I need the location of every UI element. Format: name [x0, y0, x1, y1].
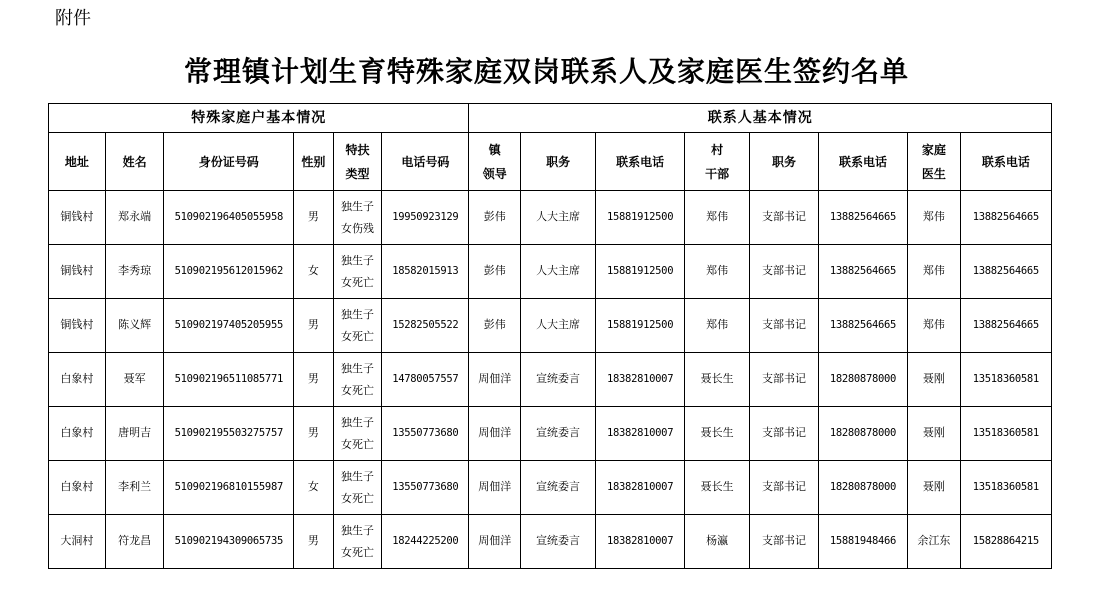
- cell-name: 李秀琼: [105, 245, 164, 299]
- table-row: [49, 353, 1052, 407]
- cell-phone: 18244225200: [382, 515, 469, 569]
- cell-doctor-phone: 13518360581: [960, 353, 1051, 407]
- col-header-gender: 性别: [294, 133, 334, 191]
- cell-town-leader: 周佃洋: [469, 407, 521, 461]
- cell-leader-position: 人大主席: [521, 191, 596, 245]
- cell-village-cadre: 郑伟: [685, 191, 750, 245]
- special-type-line1: 独生子: [340, 199, 374, 213]
- cell-town-leader: 周佃洋: [469, 353, 521, 407]
- table-body: [49, 191, 1052, 569]
- cell-leader-phone: 15881912500: [596, 245, 685, 299]
- cell-village-cadre: 聂长生: [685, 407, 750, 461]
- cell-phone: 19950923129: [382, 191, 469, 245]
- cell-id-number: 510902194309065735: [164, 515, 294, 569]
- cell-name: 符龙昌: [105, 515, 164, 569]
- cell-cadre-phone: 15881948466: [818, 515, 907, 569]
- cell-cadre-position: 支部书记: [750, 245, 819, 299]
- col-header-village-cadre-line1: 村: [711, 142, 724, 157]
- cell-special-type: [333, 245, 382, 299]
- cell-phone: 18582015913: [382, 245, 469, 299]
- cell-address: 白象村: [49, 461, 106, 515]
- col-header-contact-phone: 联系电话: [596, 133, 685, 191]
- cell-address: 铜钱村: [49, 245, 106, 299]
- col-header-family-doctor: [908, 133, 961, 191]
- cell-address: 白象村: [49, 353, 106, 407]
- cell-id-number: 510902195612015962: [164, 245, 294, 299]
- cell-town-leader: 周佃洋: [469, 461, 521, 515]
- cell-phone: 15282505522: [382, 299, 469, 353]
- special-type-line1: 独生子: [340, 253, 374, 267]
- col-header-special-type-line2: 类型: [345, 166, 370, 181]
- col-header-family-doctor-line2: 医生: [921, 166, 946, 181]
- group-header-family: 特殊家庭户基本情况: [49, 104, 469, 133]
- table-row: [49, 245, 1052, 299]
- cell-town-leader: 彭伟: [469, 245, 521, 299]
- col-header-village-cadre-line2: 干部: [705, 166, 730, 181]
- cell-town-leader: 彭伟: [469, 191, 521, 245]
- special-type-line2: 女伤残: [340, 221, 374, 235]
- cell-address: 白象村: [49, 407, 106, 461]
- cell-doctor-phone: 13882564665: [960, 299, 1051, 353]
- cell-gender: 男: [294, 515, 334, 569]
- special-type-line2: 女死亡: [340, 437, 374, 451]
- col-header-contact-phone-2: 联系电话: [818, 133, 907, 191]
- cell-phone: 14780057557: [382, 353, 469, 407]
- cell-cadre-phone: 13882564665: [818, 191, 907, 245]
- table-row: [49, 299, 1052, 353]
- cell-special-type: [333, 515, 382, 569]
- attachment-label: 附件: [55, 8, 91, 29]
- special-type-line2: 女死亡: [340, 545, 374, 559]
- table-row: [49, 515, 1052, 569]
- col-header-name: 姓名: [105, 133, 164, 191]
- special-type-line2: 女死亡: [340, 383, 374, 397]
- cell-village-cadre: 聂长生: [685, 461, 750, 515]
- cell-address: 大洞村: [49, 515, 106, 569]
- cell-name: 郑永端: [105, 191, 164, 245]
- special-type-line1: 独生子: [340, 415, 374, 429]
- col-header-id-number: 身份证号码: [164, 133, 294, 191]
- cell-family-doctor: 郑伟: [908, 299, 961, 353]
- contact-table: [48, 103, 1052, 569]
- cell-village-cadre: 聂长生: [685, 353, 750, 407]
- cell-cadre-phone: 18280878000: [818, 461, 907, 515]
- cell-id-number: 510902195503275757: [164, 407, 294, 461]
- cell-gender: 男: [294, 407, 334, 461]
- col-header-contact-phone-3: 联系电话: [960, 133, 1051, 191]
- cell-name: 陈义辉: [105, 299, 164, 353]
- cell-leader-phone: 18382810007: [596, 461, 685, 515]
- cell-gender: 女: [294, 245, 334, 299]
- cell-id-number: 510902197405205955: [164, 299, 294, 353]
- cell-cadre-position: 支部书记: [750, 191, 819, 245]
- cell-address: 铜钱村: [49, 191, 106, 245]
- cell-name: 李利兰: [105, 461, 164, 515]
- cell-name: 唐明吉: [105, 407, 164, 461]
- cell-cadre-phone: 18280878000: [818, 353, 907, 407]
- cell-cadre-position: 支部书记: [750, 515, 819, 569]
- document-title: 常理镇计划生育特殊家庭双岗联系人及家庭医生签约名单: [183, 55, 909, 88]
- cell-gender: 男: [294, 191, 334, 245]
- cell-doctor-phone: 13882564665: [960, 245, 1051, 299]
- special-type-line2: 女死亡: [340, 491, 374, 505]
- cell-cadre-position: 支部书记: [750, 461, 819, 515]
- cell-village-cadre: 郑伟: [685, 245, 750, 299]
- cell-cadre-position: 支部书记: [750, 299, 819, 353]
- cell-leader-phone: 18382810007: [596, 515, 685, 569]
- col-header-special-type: [333, 133, 382, 191]
- special-type-line2: 女死亡: [340, 275, 374, 289]
- cell-name: 聂军: [105, 353, 164, 407]
- cell-village-cadre: 杨瀛: [685, 515, 750, 569]
- cell-id-number: 510902196405055958: [164, 191, 294, 245]
- cell-cadre-phone: 18280878000: [818, 407, 907, 461]
- cell-leader-phone: 18382810007: [596, 353, 685, 407]
- col-header-town-leader-line2: 领导: [482, 166, 507, 181]
- cell-doctor-phone: 13518360581: [960, 461, 1051, 515]
- cell-id-number: 510902196810155987: [164, 461, 294, 515]
- cell-family-doctor: 聂刚: [908, 461, 961, 515]
- cell-phone: 13550773680: [382, 407, 469, 461]
- cell-family-doctor: 余江东: [908, 515, 961, 569]
- special-type-line1: 独生子: [340, 361, 374, 375]
- cell-family-doctor: 聂刚: [908, 353, 961, 407]
- special-type-line2: 女死亡: [340, 329, 374, 343]
- cell-address: 铜钱村: [49, 299, 106, 353]
- cell-leader-phone: 18382810007: [596, 407, 685, 461]
- cell-leader-phone: 15881912500: [596, 191, 685, 245]
- cell-special-type: [333, 407, 382, 461]
- cell-doctor-phone: 13882564665: [960, 191, 1051, 245]
- cell-phone: 13550773680: [382, 461, 469, 515]
- cell-family-doctor: 郑伟: [908, 245, 961, 299]
- cell-gender: 女: [294, 461, 334, 515]
- table-row: [49, 461, 1052, 515]
- special-type-line1: 独生子: [340, 469, 374, 483]
- col-header-address: 地址: [49, 133, 106, 191]
- cell-family-doctor: 聂刚: [908, 407, 961, 461]
- cell-village-cadre: 郑伟: [685, 299, 750, 353]
- col-header-town-leader: [469, 133, 521, 191]
- special-type-line1: 独生子: [340, 307, 374, 321]
- cell-town-leader: 周佃洋: [469, 515, 521, 569]
- col-header-phone: 电话号码: [382, 133, 469, 191]
- col-header-position-2: 职务: [750, 133, 819, 191]
- cell-cadre-phone: 13882564665: [818, 245, 907, 299]
- cell-leader-position: 宣统委言: [521, 353, 596, 407]
- cell-special-type: [333, 299, 382, 353]
- special-type-line1: 独生子: [340, 523, 374, 537]
- col-header-special-type-line1: 特扶: [345, 142, 370, 157]
- cell-family-doctor: 郑伟: [908, 191, 961, 245]
- col-header-family-doctor-line1: 家庭: [921, 142, 946, 157]
- cell-leader-position: 宣统委言: [521, 407, 596, 461]
- col-header-village-cadre: [685, 133, 750, 191]
- cell-leader-phone: 15881912500: [596, 299, 685, 353]
- group-header-contact: 联系人基本情况: [469, 104, 1052, 133]
- cell-special-type: [333, 353, 382, 407]
- table-row: [49, 191, 1052, 245]
- cell-id-number: 510902196511085771: [164, 353, 294, 407]
- cell-gender: 男: [294, 353, 334, 407]
- cell-cadre-phone: 13882564665: [818, 299, 907, 353]
- cell-doctor-phone: 13518360581: [960, 407, 1051, 461]
- col-header-position: 职务: [521, 133, 596, 191]
- col-header-town-leader-line1: 镇: [488, 142, 501, 157]
- cell-cadre-position: 支部书记: [750, 353, 819, 407]
- cell-special-type: [333, 191, 382, 245]
- cell-gender: 男: [294, 299, 334, 353]
- cell-cadre-position: 支部书记: [750, 407, 819, 461]
- cell-leader-position: 人大主席: [521, 245, 596, 299]
- cell-leader-position: 人大主席: [521, 299, 596, 353]
- table-row: [49, 407, 1052, 461]
- cell-doctor-phone: 15828864215: [960, 515, 1051, 569]
- cell-special-type: [333, 461, 382, 515]
- cell-leader-position: 宣统委言: [521, 461, 596, 515]
- cell-leader-position: 宣统委言: [521, 515, 596, 569]
- cell-town-leader: 彭伟: [469, 299, 521, 353]
